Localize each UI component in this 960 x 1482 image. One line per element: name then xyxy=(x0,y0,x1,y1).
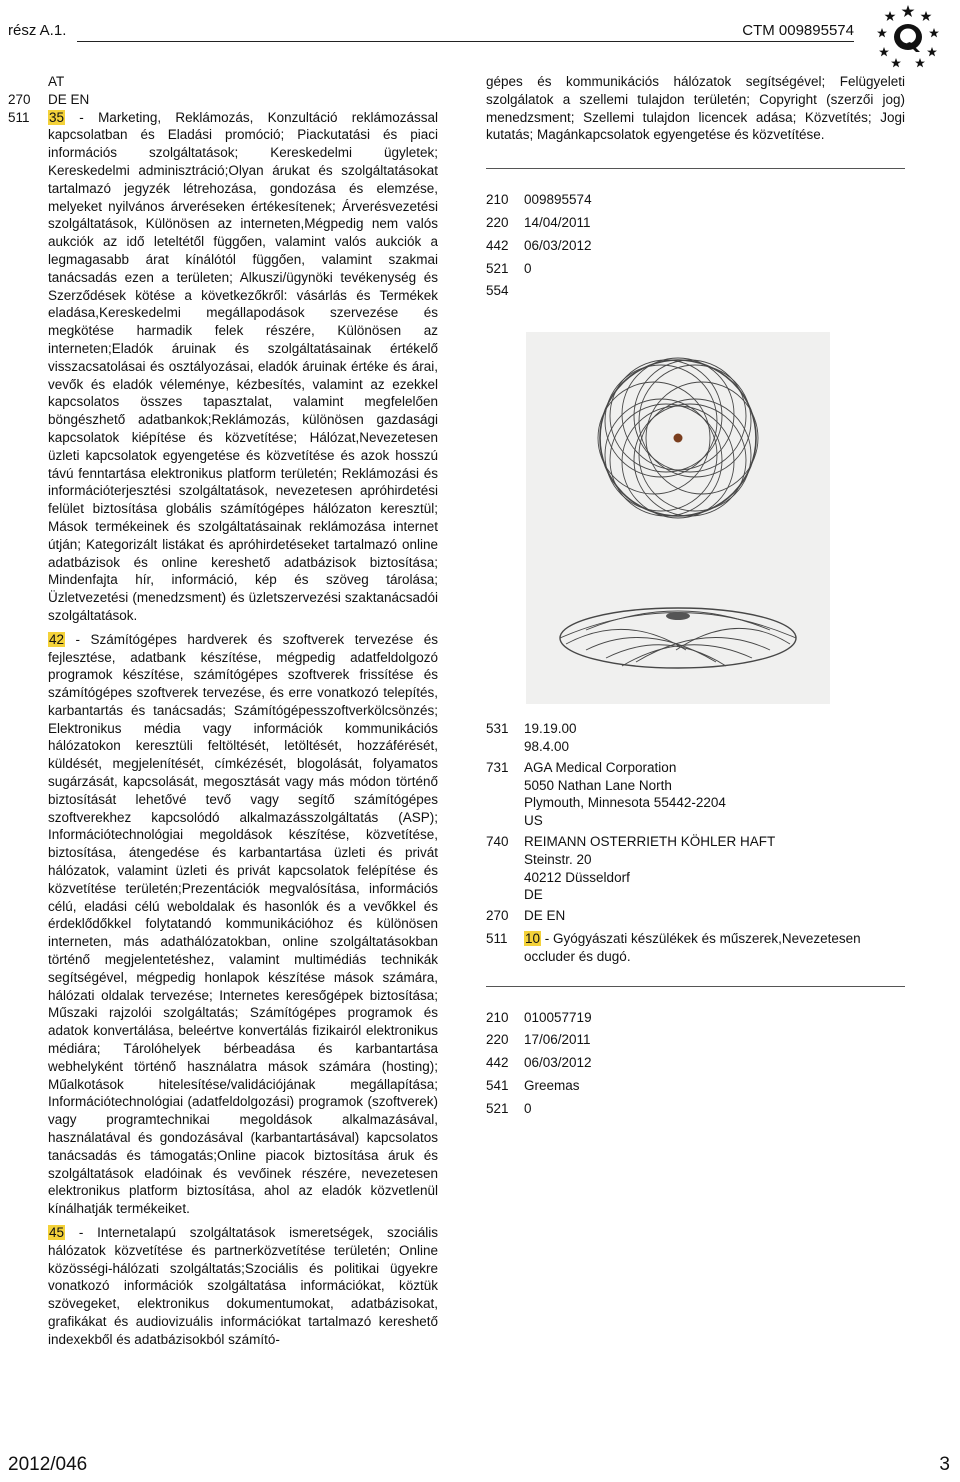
field-code-511: 511 xyxy=(486,930,508,946)
class-10-text: - Gyógyászati készülékek és műszerek,Nevezetesen occluder és dugó. xyxy=(524,930,861,964)
field-code-442: 442 xyxy=(486,237,509,253)
class-42-text: - Számítógépes hardverek és szoftverek tervezése és fejlesztése, adatbank készítése, mégpedig adatfeldolgozó programok készítése, számítógépes szoftverek frissítése és számítógépes szoftverek tervezése, és erre vonatkozó telepítés, karbantartás és tanácsadás; Számítógépesszoftverkölcsönzés; Elektronikus média vagy információk kommunikációs hálózatokon keresztüli feltöltését, letöltését, hozzáférését, küldését, megjelenítését, címkézését, blogolását, folyamatos sugárzását, kapcsolását, megosztását vagy más módon történő biztosítását lehetővé tevő vagy segítő számítógépes szoftverekhez kapcsolódó alkalmazásszolgáltatás (ASP); Információtechnológiai megoldások készítése, közvetítése, biztosítása, átengedése és karbantartása üzleti és privát hálózatok, valamint üzleti és privát kapcsolatok felépítése és közvetítése területén;Prezentációk megvalósítása, információs célú, eladási célú weboldalak és hasonlók és a vevőkkel és érdeklődőkkel folytatandó kommunikációhoz és különösen interneten, más adathálózatokban, online szolgáltatásokban történő megjelentetéshez, valamint multimédiás technikák segítségével, mégpedig honlapok készítése mások számára, hálózati oldalak tervezése; Internetes keresőgépek biztosítása; Műszaki rajzolói szolgáltatás; Számítógépes programok és adatok konvertálása, beleértve konvertálás fizikairól elektronikus médiára; Tárolóhelyek bérbeadása és karbantartása webhelyként történő használatra mások számára (hosting); Műalkotások hitelesítése/validációjának megállapítása; Információtechnológiai (adatfeldolgozási) programok (szoftverek) vagy programtechnikai megoldások alkalmazásával, használatával és gondozásával (karbantartásával) kapcsolatos tanácsadás és támogatás;Online piacok biztosítása áruk és szolgáltatások eladóinak és vevőinek részére, nevezetesen elektronikus platform biztosítása, ahol az eladók közvetlenül kínálhatják termékeiket. xyxy=(48,631,438,1217)
languages: DE EN xyxy=(48,91,90,107)
applicant-address: 5050 Nathan Lane North xyxy=(524,777,672,793)
field-code-554: 554 xyxy=(486,283,509,299)
publication-date: 06/03/2012 xyxy=(524,1055,592,1071)
class-number-45: 45 xyxy=(49,1225,65,1240)
entry-divider xyxy=(486,168,905,169)
field-code-531: 531 xyxy=(486,721,509,737)
header-rule xyxy=(77,41,854,42)
class-42-paragraph xyxy=(48,631,438,1218)
page-number: 3 xyxy=(939,1454,950,1475)
distinctiveness-flag: 0 xyxy=(524,1100,532,1116)
applicant-country: US xyxy=(524,813,543,829)
representative-country: DE xyxy=(524,887,543,903)
field-code-731: 731 xyxy=(486,759,509,775)
class-35-text: - Marketing, Reklámozás, Konzultáció reklámozással kapcsolatban és Eladási promóció; Piackutatási és piaci információs szolgáltatások; Kereskedelmi ügyletek; Kereskedelmi adminisztráció;Olyan árukat és szolgáltatásokat tartalmazó jegyzék létrehozása, gondozása és elemzése, melyeket nyilvános árveréseken értékesítenek; Árverésvezetési szolgáltatások, Különösen az interneten,Mégpedig nem valós aukciók az idő leteltétől függően, valamint valós aukciók a legmagasabb árat kínálótól függően, valamint szakmai tanácsadás ezen a területen; Alkuszi/ügynöki tevékenység és Szerződések kötése a következőkről: vásárlás és Termékek eladása,Kereskedelmi megállapodások szervezése és megkötése harmadik felek részére, Különösen az interneten;Eladók áruinak és szolgáltatásainak értékelő visszacsatolásai és osztályozásai, eladók áruinak értéke és árai, vevők és eladók véleménye, kézbesítés, valamint az ezekkel kapcsolatos összes tapasztalat, valamint megfelelően böngészhető adatbankok;Reklámozás, különösen gazdasági kapcsolatok kiépítése és közvetítése; Hálózat,Nevezetesen üzleti kapcsolatok egyengetése és közvetítése és azok hosszú távú fenntartása elektronikus platform területén; Reklámozási és információterjesztési szolgáltatások, nevezetesen apróhirdetési felület biztosítása globális számítógépes hálózaton keresztül; Mások termékeinek és szolgáltatásainak reklámozása internet útján; Kategorizált listákat és apróhirdetéseket tartalmazó online adatbázisok és online kereshető adatbázisok biztosítása; Mindenfajta hír, információ, kép és szöveg tárolása; Üzletvezetési (menedzsment) és üzletszervezési szaktanácsadói szolgáltatások. xyxy=(48,109,438,623)
class-number-10: 10 xyxy=(525,930,541,946)
class-45-paragraph xyxy=(48,1224,438,1349)
class-35-paragraph xyxy=(48,109,438,625)
languages: DE EN xyxy=(524,908,566,924)
field-code-521: 521 xyxy=(486,1100,509,1116)
section-label: rész A.1. xyxy=(8,22,67,39)
field-code-220: 220 xyxy=(486,1032,509,1048)
publication-date: 06/03/2012 xyxy=(524,237,592,253)
application-number: 010057719 xyxy=(524,1009,592,1025)
field-code-521: 521 xyxy=(486,260,509,276)
representative-address: 40212 Düsseldorf xyxy=(524,869,630,885)
entry-divider xyxy=(486,986,905,987)
continuation-text: gépes és kommunikációs hálózatok segítségével; Felügyeleti szolgálatok a szellemi tulajdon területén; Copyright (szerzői jog) menedzsment; Szellemi tulajdon licencek adása; Közvetítés; Jogi kutatás; Magánkapcsolatok egyengetése és közvetítése. xyxy=(486,74,905,143)
field-code-442: 442 xyxy=(486,1055,509,1071)
field-code-740: 740 xyxy=(486,833,509,849)
filing-date: 17/06/2011 xyxy=(524,1032,591,1048)
vienna-class: 98.4.00 xyxy=(524,738,570,754)
trademark-image xyxy=(526,332,830,704)
ohim-logo-icon xyxy=(874,2,942,70)
issue-number: 2012/046 xyxy=(8,1454,88,1475)
country-continued: AT xyxy=(48,74,65,89)
left-column xyxy=(8,73,438,1349)
field-code-541: 541 xyxy=(486,1077,509,1093)
class-number-42: 42 xyxy=(49,631,65,647)
field-code-270: 270 xyxy=(486,908,509,924)
field-code-511: 511 xyxy=(8,109,30,125)
applicant-name: AGA Medical Corporation xyxy=(524,759,677,775)
class-45-text: - Internetalapú szolgáltatások ismeretségek, szociális hálózatok közvetítése és partnerközvetítése területén; Online közösségi-hálózati szolgáltatás;Szociális és politikai ügyekre vonatkozó információk szolgáltatása információkat, köztük szövegeket, elektronikus dokumentumokat, adatbázisokat, grafikákat és audiovizuális információkat tartalmazó kereshető indexekből és adatbázisokból számító- xyxy=(48,1225,438,1347)
ctm-number: CTM 009895574 xyxy=(742,22,854,39)
vienna-class: 19.19.00 xyxy=(524,721,577,737)
applicant-address: Plymouth, Minnesota 55442-2204 xyxy=(524,795,726,811)
representative-name: REIMANN OSTERRIETH KÖHLER HAFT xyxy=(524,833,776,849)
word-mark: Greemas xyxy=(524,1077,580,1093)
filing-date: 14/04/2011 xyxy=(524,214,591,230)
representative-address: Steinstr. 20 xyxy=(524,851,592,867)
class-number-35: 35 xyxy=(49,109,65,125)
field-code-210: 210 xyxy=(486,1009,509,1025)
distinctiveness-flag: 0 xyxy=(524,260,532,276)
field-code-270: 270 xyxy=(8,91,31,107)
field-code-220: 220 xyxy=(486,214,509,230)
field-code-210: 210 xyxy=(486,192,509,208)
application-number: 009895574 xyxy=(524,192,592,208)
occluder-device-image xyxy=(526,332,830,704)
